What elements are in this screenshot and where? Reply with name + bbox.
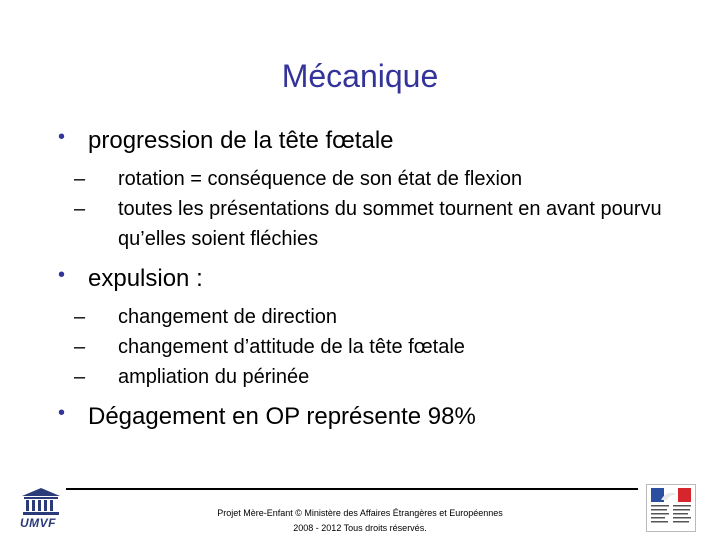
bullet-list [58, 126, 678, 438]
footer-line-1: Projet Mère-Enfant © Ministère des Affaires Étrangères et Européennes [217, 508, 503, 518]
sub-bullet-item [66, 362, 678, 392]
sub-bullet-item [66, 194, 678, 254]
footer-copyright [180, 506, 540, 536]
dash-icon: – [74, 168, 86, 190]
sub-bullet-text: toutes les présentations du sommet tournent en avant pourvu qu’elles soient fléchies [118, 198, 662, 250]
bullet-block-1 [58, 126, 678, 254]
temple-icon [18, 486, 64, 516]
sub-bullet-item [66, 302, 678, 332]
bullet-dot-icon: • [58, 402, 66, 424]
dash-icon: – [74, 198, 86, 220]
bullet-dot-icon: • [58, 126, 66, 148]
dash-icon: – [74, 366, 86, 388]
bullet-block-2 [58, 264, 678, 392]
bullet-item [58, 264, 678, 294]
ministry-logo [646, 484, 696, 532]
umvf-logo-text: UMVF [20, 516, 56, 530]
sub-bullet-text: rotation = conséquence de son état de flexion [118, 168, 523, 190]
dash-icon: – [74, 306, 86, 328]
sub-bullet-text: changement d’attitude de la tête fœtale [118, 336, 465, 358]
sub-bullet-text: changement de direction [118, 306, 338, 328]
bullet-block-3 [58, 402, 678, 432]
bullet-text: progression de la tête fœtale [88, 127, 394, 154]
sub-bullet-list [66, 302, 678, 392]
bullet-item [58, 402, 678, 432]
footer-divider [66, 488, 638, 490]
sub-bullet-item [66, 164, 678, 194]
sub-bullet-text: ampliation du périnée [118, 366, 310, 388]
bullet-dot-icon: • [58, 264, 66, 286]
sub-bullet-list [66, 164, 678, 254]
bullet-text: Dégagement en OP représente 98% [88, 403, 476, 430]
sub-bullet-item [66, 332, 678, 362]
bullet-text: expulsion : [88, 265, 203, 292]
dash-icon: – [74, 336, 86, 358]
slide-title: Mécanique [281, 58, 439, 94]
bullet-item [58, 126, 678, 156]
marianne-flag-icon [647, 485, 695, 531]
footer-line-2: 2008 - 2012 Tous droits réservés. [293, 523, 427, 533]
umvf-logo [18, 486, 64, 530]
